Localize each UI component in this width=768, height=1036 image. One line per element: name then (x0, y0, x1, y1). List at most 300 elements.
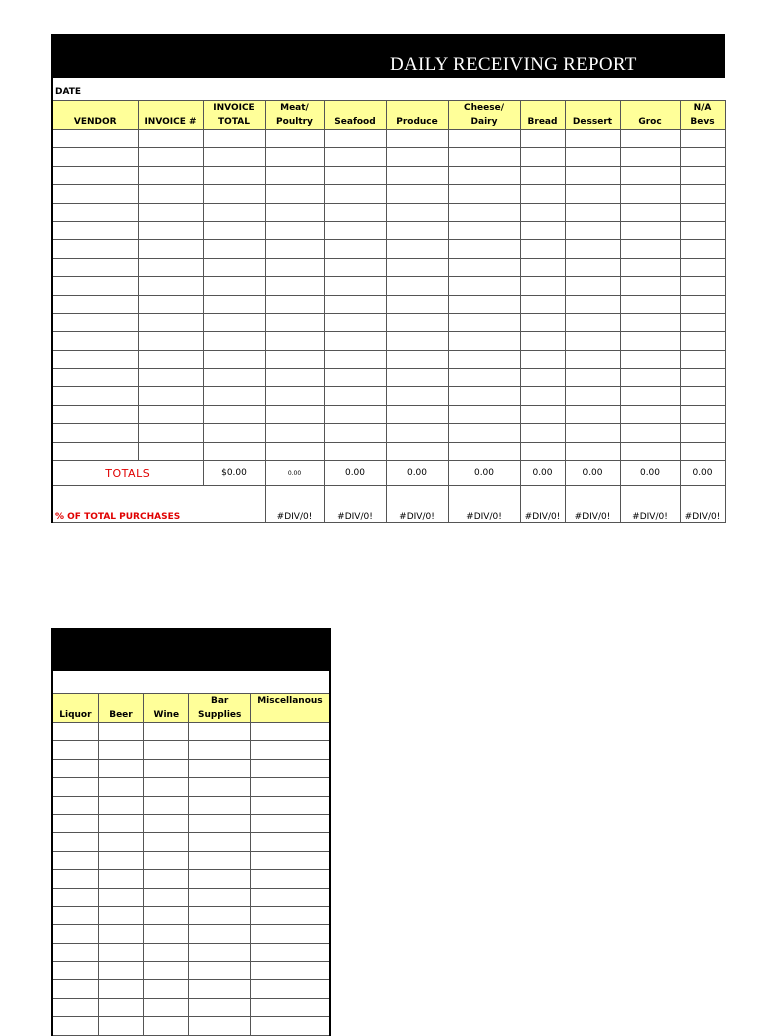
total-bread: 0.00 (520, 461, 565, 486)
bar-ledger-cell[interactable] (189, 759, 250, 777)
ledger-cell[interactable] (448, 332, 520, 350)
ledger-cell[interactable] (203, 387, 265, 405)
ledger-cell[interactable] (138, 130, 203, 148)
ledger-cell[interactable] (138, 166, 203, 184)
bar-ledger-cell[interactable] (52, 814, 98, 832)
ledger-cell[interactable] (680, 387, 725, 405)
bar-ledger-cell[interactable] (98, 888, 143, 906)
ledger-cell[interactable] (386, 240, 448, 258)
bar-ledger-cell[interactable] (144, 796, 189, 814)
bar-ledger-cell[interactable] (52, 778, 98, 796)
ledger-cell[interactable] (203, 240, 265, 258)
ledger-cell[interactable] (565, 277, 620, 295)
ledger-cell[interactable] (324, 185, 386, 203)
ledger-cell[interactable] (265, 442, 324, 460)
ledger-cell[interactable] (52, 387, 138, 405)
ledger-cell[interactable] (520, 405, 565, 423)
ledger-cell[interactable] (520, 369, 565, 387)
ledger-cell[interactable] (265, 166, 324, 184)
bar-ledger-cell[interactable] (189, 1017, 250, 1035)
bar-ledger-cell[interactable] (52, 998, 98, 1016)
bar-ledger-cell[interactable] (98, 943, 143, 961)
bar-ledger-cell[interactable] (250, 925, 330, 943)
ledger-cell[interactable] (138, 221, 203, 239)
ledger-cell[interactable] (620, 369, 680, 387)
ledger-cell[interactable] (680, 369, 725, 387)
ledger-cell[interactable] (520, 350, 565, 368)
ledger-cell[interactable] (448, 295, 520, 313)
ledger-cell[interactable] (386, 185, 448, 203)
col-header-groc: Groc (620, 101, 680, 130)
ledger-cell[interactable] (203, 277, 265, 295)
ledger-cell[interactable] (448, 258, 520, 276)
ledger-cell[interactable] (620, 277, 680, 295)
header-row (52, 101, 725, 130)
bar-ledger-cell[interactable] (250, 943, 330, 961)
ledger-cell[interactable] (620, 240, 680, 258)
ledger-cell[interactable] (620, 332, 680, 350)
ledger-cell[interactable] (203, 221, 265, 239)
ledger-cell[interactable] (324, 387, 386, 405)
ledger-cell[interactable] (324, 332, 386, 350)
pct-na-bevs: #DIV/0! (680, 486, 725, 523)
ledger-cell[interactable] (265, 387, 324, 405)
ledger-cell[interactable] (52, 405, 138, 423)
bar-ledger-cell[interactable] (144, 980, 189, 998)
ledger-cell[interactable] (448, 387, 520, 405)
ledger-cell[interactable] (138, 240, 203, 258)
bar-ledger-cell[interactable] (189, 943, 250, 961)
totals-row (52, 461, 725, 486)
ledger-cell[interactable] (265, 369, 324, 387)
bar-ledger-cell[interactable] (250, 723, 330, 741)
ledger-cell[interactable] (565, 424, 620, 442)
ledger-cell[interactable] (203, 295, 265, 313)
bar-ledger-row (52, 759, 330, 777)
ledger-cell[interactable] (52, 221, 138, 239)
ledger-cell[interactable] (680, 148, 725, 166)
ledger-cell[interactable] (680, 240, 725, 258)
ledger-cell[interactable] (448, 203, 520, 221)
bar-ledger-cell[interactable] (144, 925, 189, 943)
bar-ledger-cell[interactable] (144, 943, 189, 961)
bar-ledger-cell[interactable] (52, 833, 98, 851)
bar-ledger-cell[interactable] (98, 906, 143, 924)
ledger-cell[interactable] (138, 369, 203, 387)
bar-ledger-cell[interactable] (98, 759, 143, 777)
ledger-cell[interactable] (620, 221, 680, 239)
ledger-cell[interactable] (265, 203, 324, 221)
ledger-cell[interactable] (138, 313, 203, 331)
bar-ledger-cell[interactable] (98, 723, 143, 741)
bar-ledger-cell[interactable] (98, 851, 143, 869)
ledger-cell[interactable] (565, 130, 620, 148)
ledger-cell[interactable] (265, 277, 324, 295)
date-row (51, 78, 725, 100)
bar-ledger-cell[interactable] (98, 833, 143, 851)
ledger-cell[interactable] (138, 424, 203, 442)
ledger-cell[interactable] (386, 369, 448, 387)
ledger-cell[interactable] (265, 185, 324, 203)
ledger-cell[interactable] (448, 130, 520, 148)
ledger-cell[interactable] (138, 405, 203, 423)
ledger-cell[interactable] (520, 424, 565, 442)
ledger-cell[interactable] (386, 277, 448, 295)
ledger-cell[interactable] (52, 295, 138, 313)
total-seafood: 0.00 (324, 461, 386, 486)
ledger-cell[interactable] (448, 313, 520, 331)
ledger-cell[interactable] (520, 130, 565, 148)
bar-ledger-cell[interactable] (250, 759, 330, 777)
ledger-cell[interactable] (52, 166, 138, 184)
ledger-cell[interactable] (520, 203, 565, 221)
ledger-cell[interactable] (565, 203, 620, 221)
ledger-cell[interactable] (565, 240, 620, 258)
ledger-row (52, 203, 725, 221)
ledger-cell[interactable] (138, 332, 203, 350)
bar-ledger-cell[interactable] (189, 814, 250, 832)
bar-ledger-cell[interactable] (250, 796, 330, 814)
ledger-cell[interactable] (520, 442, 565, 460)
ledger-cell[interactable] (565, 405, 620, 423)
bar-ledger-cell[interactable] (52, 888, 98, 906)
bar-ledger-cell[interactable] (250, 833, 330, 851)
ledger-cell[interactable] (265, 332, 324, 350)
ledger-cell[interactable] (203, 313, 265, 331)
ledger-cell[interactable] (448, 405, 520, 423)
ledger-cell[interactable] (138, 203, 203, 221)
bar-ledger-cell[interactable] (189, 778, 250, 796)
ledger-cell[interactable] (565, 185, 620, 203)
bar-ledger-cell[interactable] (144, 870, 189, 888)
ledger-cell[interactable] (386, 313, 448, 331)
bar-ledger-cell[interactable] (144, 814, 189, 832)
bar-ledger-cell[interactable] (52, 723, 98, 741)
ledger-cell[interactable] (324, 166, 386, 184)
bar-ledger-cell[interactable] (144, 851, 189, 869)
ledger-cell[interactable] (680, 185, 725, 203)
ledger-cell[interactable] (138, 185, 203, 203)
total-produce: 0.00 (386, 461, 448, 486)
bar-ledger-cell[interactable] (98, 962, 143, 980)
bar-ledger-cell[interactable] (98, 925, 143, 943)
ledger-cell[interactable] (680, 442, 725, 460)
bar-ledger-cell[interactable] (144, 906, 189, 924)
ledger-cell[interactable] (620, 203, 680, 221)
ledger-cell[interactable] (565, 166, 620, 184)
ledger-cell[interactable] (265, 313, 324, 331)
ledger-cell[interactable] (203, 442, 265, 460)
ledger-cell[interactable] (386, 148, 448, 166)
ledger-cell[interactable] (324, 277, 386, 295)
ledger-cell[interactable] (520, 313, 565, 331)
ledger-cell[interactable] (138, 258, 203, 276)
ledger-cell[interactable] (324, 350, 386, 368)
ledger-cell[interactable] (52, 350, 138, 368)
ledger-cell[interactable] (324, 369, 386, 387)
bar-ledger-cell[interactable] (250, 851, 330, 869)
ledger-cell[interactable] (620, 387, 680, 405)
bar-ledger-cell[interactable] (52, 741, 98, 759)
ledger-cell[interactable] (620, 295, 680, 313)
ledger-cell[interactable] (448, 424, 520, 442)
bar-ledger-cell[interactable] (144, 962, 189, 980)
ledger-cell[interactable] (620, 258, 680, 276)
ledger-cell[interactable] (386, 295, 448, 313)
ledger-cell[interactable] (620, 405, 680, 423)
ledger-cell[interactable] (138, 442, 203, 460)
ledger-cell[interactable] (620, 130, 680, 148)
bar-ledger-cell[interactable] (250, 870, 330, 888)
totals-label: TOTALS (52, 461, 203, 486)
bar-ledger-cell[interactable] (250, 980, 330, 998)
ledger-cell[interactable] (386, 203, 448, 221)
ledger-cell[interactable] (203, 350, 265, 368)
ledger-cell[interactable] (203, 405, 265, 423)
ledger-cell[interactable] (448, 442, 520, 460)
bar-ledger-cell[interactable] (189, 741, 250, 759)
bar-ledger-cell[interactable] (250, 1017, 330, 1035)
ledger-cell[interactable] (203, 332, 265, 350)
bar-ledger-cell[interactable] (189, 980, 250, 998)
ledger-cell[interactable] (52, 442, 138, 460)
ledger-cell[interactable] (680, 166, 725, 184)
ledger-cell[interactable] (324, 405, 386, 423)
ledger-cell[interactable] (203, 258, 265, 276)
ledger-cell[interactable] (386, 130, 448, 148)
ledger-cell[interactable] (520, 185, 565, 203)
ledger-cell[interactable] (386, 387, 448, 405)
bar-ledger-cell[interactable] (144, 833, 189, 851)
bar-ledger-cell[interactable] (52, 980, 98, 998)
ledger-cell[interactable] (52, 369, 138, 387)
ledger-cell[interactable] (620, 350, 680, 368)
ledger-cell[interactable] (52, 203, 138, 221)
bar-ledger-cell[interactable] (52, 906, 98, 924)
ledger-cell[interactable] (324, 313, 386, 331)
pct-meat-poultry: #DIV/0! (265, 486, 324, 523)
ledger-cell[interactable] (52, 148, 138, 166)
bar-ledger-cell[interactable] (98, 814, 143, 832)
ledger-cell[interactable] (520, 332, 565, 350)
pct-seafood: #DIV/0! (324, 486, 386, 523)
ledger-cell[interactable] (138, 148, 203, 166)
ledger-cell[interactable] (52, 240, 138, 258)
ledger-cell[interactable] (324, 295, 386, 313)
ledger-cell[interactable] (324, 148, 386, 166)
bar-ledger-cell[interactable] (52, 943, 98, 961)
ledger-cell[interactable] (680, 332, 725, 350)
ledger-cell[interactable] (448, 240, 520, 258)
bar-ledger-cell[interactable] (250, 998, 330, 1016)
ledger-cell[interactable] (565, 332, 620, 350)
ledger-cell[interactable] (680, 313, 725, 331)
ledger-cell[interactable] (565, 350, 620, 368)
ledger-cell[interactable] (520, 166, 565, 184)
bar-ledger-cell[interactable] (144, 723, 189, 741)
ledger-cell[interactable] (620, 442, 680, 460)
bar-ledger-cell[interactable] (189, 796, 250, 814)
ledger-cell[interactable] (680, 405, 725, 423)
bar-ledger-cell[interactable] (52, 925, 98, 943)
ledger-cell[interactable] (138, 277, 203, 295)
bar-ledger-cell[interactable] (250, 906, 330, 924)
ledger-cell[interactable] (265, 405, 324, 423)
ledger-cell[interactable] (680, 203, 725, 221)
ledger-cell[interactable] (324, 424, 386, 442)
ledger-cell[interactable] (565, 387, 620, 405)
ledger-cell[interactable] (386, 424, 448, 442)
ledger-cell[interactable] (265, 148, 324, 166)
ledger-cell[interactable] (265, 130, 324, 148)
ledger-cell[interactable] (324, 221, 386, 239)
ledger-cell[interactable] (52, 424, 138, 442)
ledger-cell[interactable] (680, 350, 725, 368)
ledger-cell[interactable] (680, 221, 725, 239)
ledger-cell[interactable] (203, 130, 265, 148)
ledger-cell[interactable] (565, 295, 620, 313)
bar-ledger-cell[interactable] (98, 870, 143, 888)
bar-ledger-cell[interactable] (144, 741, 189, 759)
ledger-cell[interactable] (52, 130, 138, 148)
ledger-cell[interactable] (203, 185, 265, 203)
bar-ledger-cell[interactable] (250, 741, 330, 759)
bar-ledger-cell[interactable] (52, 796, 98, 814)
bar-ledger-cell[interactable] (189, 833, 250, 851)
ledger-cell[interactable] (203, 203, 265, 221)
ledger-cell[interactable] (520, 148, 565, 166)
ledger-cell[interactable] (520, 387, 565, 405)
ledger-row (52, 350, 725, 368)
bar-ledger-cell[interactable] (98, 778, 143, 796)
ledger-cell[interactable] (52, 258, 138, 276)
bar-ledger-cell[interactable] (144, 778, 189, 796)
ledger-cell[interactable] (203, 369, 265, 387)
ledger-cell[interactable] (448, 221, 520, 239)
bar-ledger-row (52, 1017, 330, 1035)
ledger-cell[interactable] (520, 277, 565, 295)
bar-ledger-cell[interactable] (52, 870, 98, 888)
ledger-cell[interactable] (565, 221, 620, 239)
ledger-cell[interactable] (620, 185, 680, 203)
bar-ledger-cell[interactable] (189, 962, 250, 980)
bar-ledger-cell[interactable] (250, 888, 330, 906)
ledger-cell[interactable] (680, 277, 725, 295)
ledger-cell[interactable] (448, 277, 520, 295)
ledger-cell[interactable] (520, 295, 565, 313)
ledger-cell[interactable] (52, 277, 138, 295)
ledger-cell[interactable] (324, 240, 386, 258)
bar-ledger-cell[interactable] (189, 998, 250, 1016)
bar-ledger-cell[interactable] (189, 925, 250, 943)
ledger-cell[interactable] (324, 258, 386, 276)
ledger-cell[interactable] (448, 166, 520, 184)
ledger-cell[interactable] (52, 332, 138, 350)
ledger-cell[interactable] (565, 313, 620, 331)
bar-ledger-cell[interactable] (250, 962, 330, 980)
bar-ledger-cell[interactable] (144, 1017, 189, 1035)
ledger-cell[interactable] (138, 350, 203, 368)
ledger-cell[interactable] (52, 185, 138, 203)
bar-ledger-cell[interactable] (52, 962, 98, 980)
ledger-cell[interactable] (620, 424, 680, 442)
bar-ledger-cell[interactable] (144, 888, 189, 906)
bar-ledger-cell[interactable] (52, 759, 98, 777)
bar-ledger-cell[interactable] (189, 851, 250, 869)
ledger-cell[interactable] (448, 148, 520, 166)
bar-ledger-cell[interactable] (98, 1017, 143, 1035)
bar-ledger-cell[interactable] (98, 980, 143, 998)
ledger-cell[interactable] (520, 258, 565, 276)
ledger-cell[interactable] (520, 221, 565, 239)
ledger-cell[interactable] (52, 313, 138, 331)
ledger-cell[interactable] (265, 295, 324, 313)
bar-ledger-cell[interactable] (189, 888, 250, 906)
ledger-cell[interactable] (324, 442, 386, 460)
ledger-cell[interactable] (265, 221, 324, 239)
bar-ledger-cell[interactable] (98, 998, 143, 1016)
ledger-cell[interactable] (386, 442, 448, 460)
ledger-cell[interactable] (448, 185, 520, 203)
ledger-cell[interactable] (265, 424, 324, 442)
ledger-cell[interactable] (620, 166, 680, 184)
bar-ledger-cell[interactable] (52, 851, 98, 869)
ledger-cell[interactable] (680, 258, 725, 276)
ledger-cell[interactable] (386, 350, 448, 368)
ledger-cell[interactable] (386, 258, 448, 276)
ledger-cell[interactable] (448, 369, 520, 387)
ledger-cell[interactable] (520, 240, 565, 258)
bar-ledger-cell[interactable] (189, 906, 250, 924)
ledger-cell[interactable] (265, 258, 324, 276)
ledger-cell[interactable] (324, 130, 386, 148)
bar-ledger-cell[interactable] (144, 998, 189, 1016)
ledger-cell[interactable] (324, 203, 386, 221)
bar-ledger-cell[interactable] (144, 759, 189, 777)
col-header-miscellanous: Miscellanous (250, 694, 330, 723)
ledger-cell[interactable] (565, 442, 620, 460)
ledger-cell[interactable] (386, 166, 448, 184)
ledger-cell[interactable] (680, 424, 725, 442)
ledger-cell[interactable] (138, 295, 203, 313)
ledger-cell[interactable] (565, 148, 620, 166)
ledger-cell[interactable] (620, 313, 680, 331)
bar-ledger-cell[interactable] (52, 1017, 98, 1035)
ledger-cell[interactable] (386, 332, 448, 350)
bar-ledger-cell[interactable] (189, 870, 250, 888)
ledger-cell[interactable] (680, 295, 725, 313)
bar-ledger-cell[interactable] (98, 796, 143, 814)
ledger-cell[interactable] (680, 130, 725, 148)
ledger-cell[interactable] (265, 350, 324, 368)
ledger-cell[interactable] (448, 350, 520, 368)
ledger-cell[interactable] (203, 148, 265, 166)
ledger-cell[interactable] (138, 387, 203, 405)
ledger-cell[interactable] (203, 166, 265, 184)
ledger-cell[interactable] (565, 258, 620, 276)
ledger-cell[interactable] (620, 148, 680, 166)
bar-ledger-cell[interactable] (189, 723, 250, 741)
ledger-cell[interactable] (386, 405, 448, 423)
ledger-cell[interactable] (386, 221, 448, 239)
bar-ledger-cell[interactable] (250, 778, 330, 796)
bar-ledger-cell[interactable] (98, 741, 143, 759)
ledger-cell[interactable] (265, 240, 324, 258)
date-label: DATE (55, 87, 82, 97)
ledger-cell[interactable] (565, 369, 620, 387)
ledger-cell[interactable] (203, 424, 265, 442)
bar-ledger-cell[interactable] (250, 814, 330, 832)
